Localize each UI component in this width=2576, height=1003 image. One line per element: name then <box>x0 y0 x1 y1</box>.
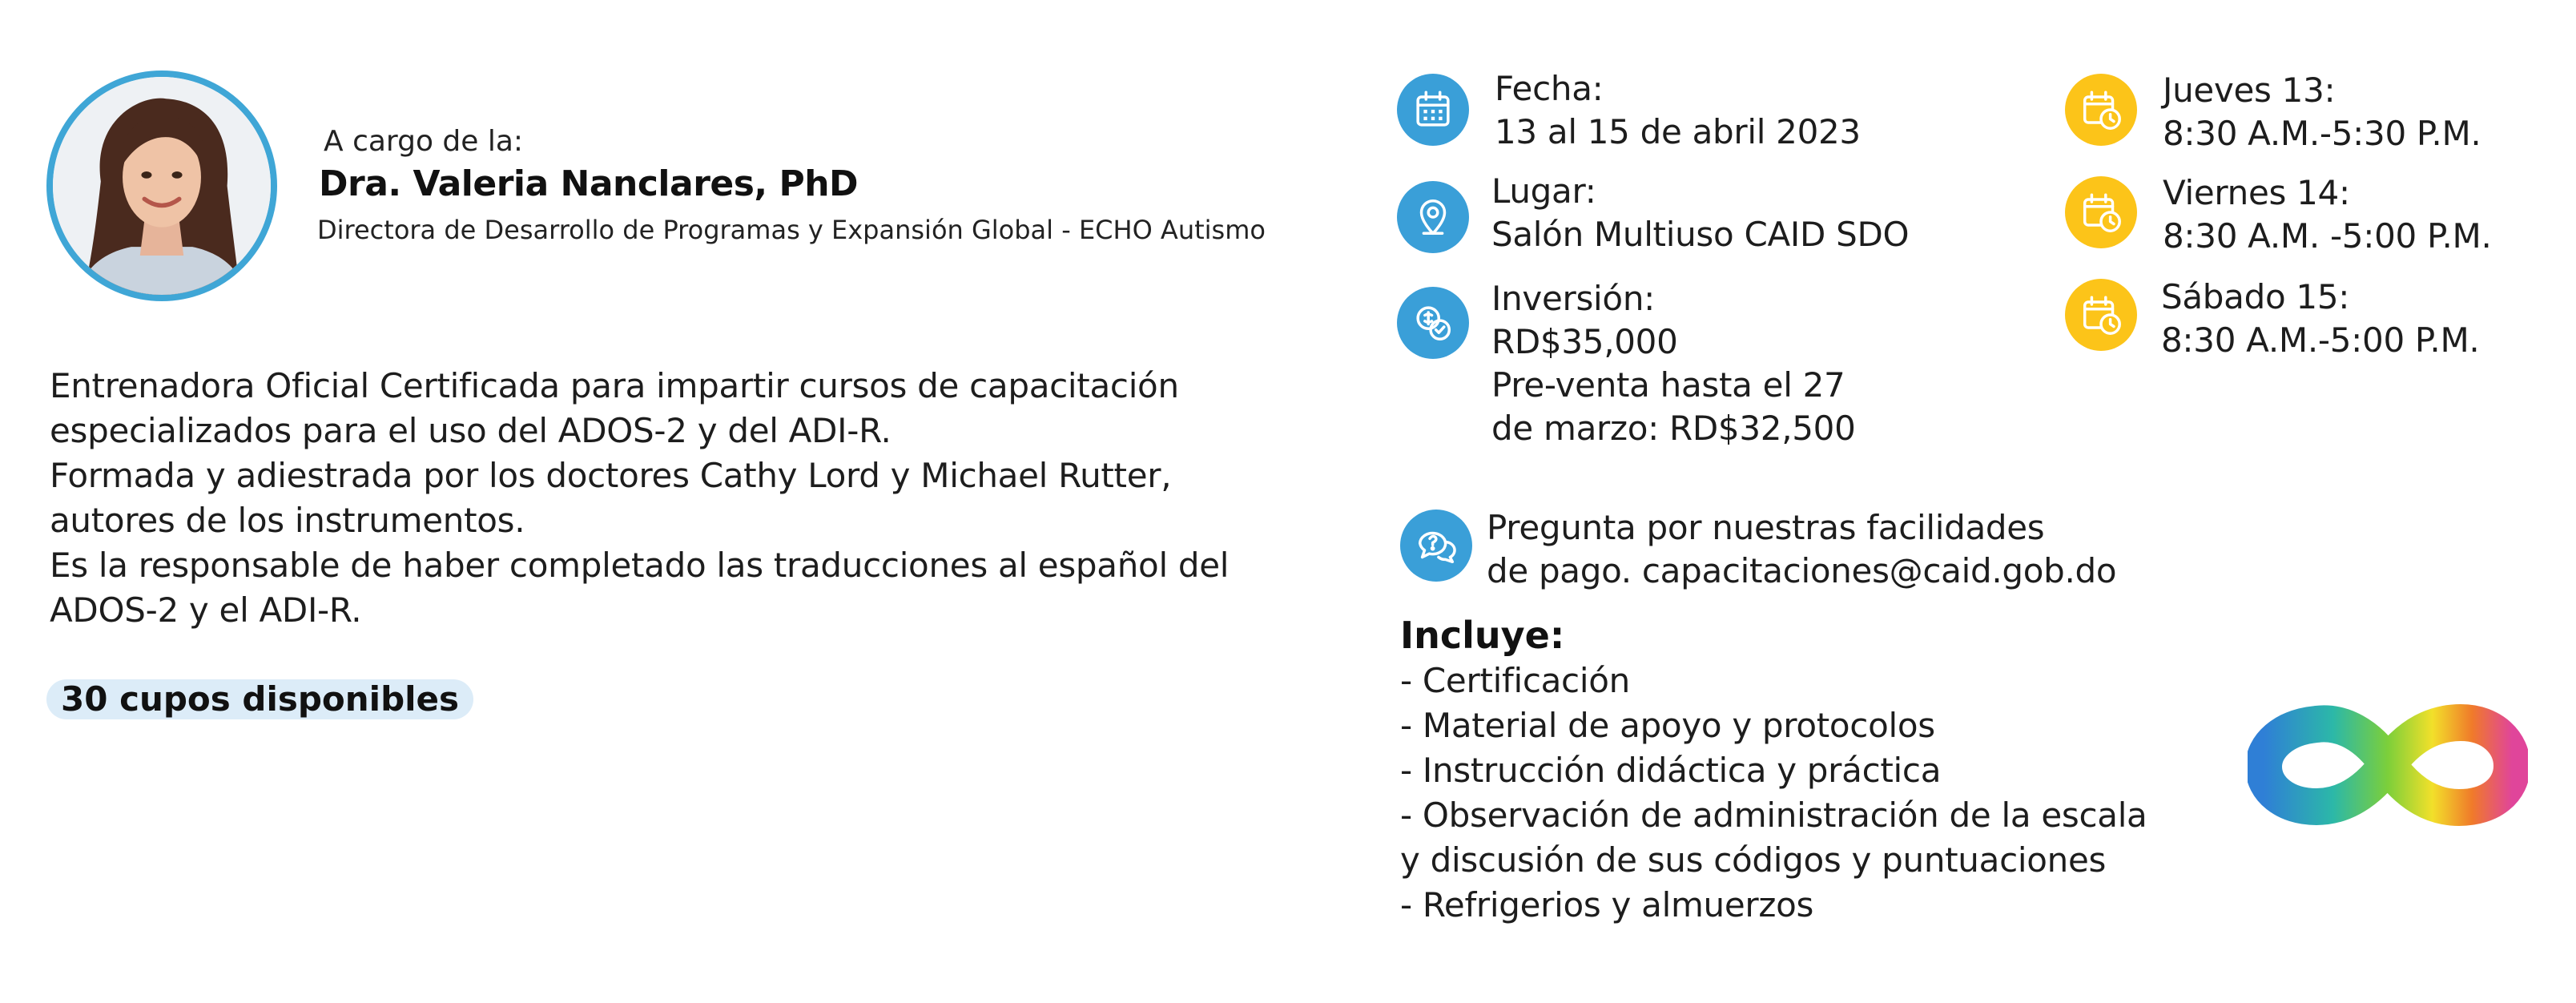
list-item: y discusión de sus códigos y puntuaciones <box>1400 840 2107 880</box>
list-item: - Material de apoyo y protocolos <box>1400 706 1935 745</box>
calendar-icon <box>1397 74 1469 146</box>
incluye-list <box>1400 659 2147 928</box>
schedule-day: Jueves 13: <box>2163 70 2336 110</box>
pago-line: Pregunta por nuestras facilidades <box>1487 508 2045 547</box>
inversion-preventa: de marzo: RD$32,500 <box>1491 409 1856 448</box>
list-item: - Certificación <box>1400 661 1630 700</box>
bio-line: Formada y adiestrada por los doctores Cathy Lord y Michael Rutter, <box>50 456 1172 495</box>
speaker-role: Directora de Desarrollo de Programas y Expansión Global - ECHO Autismo <box>317 215 1266 245</box>
speaker-bio <box>50 364 1299 633</box>
bio-line: ADOS-2 y el ADI-R. <box>50 590 362 630</box>
list-item: - Instrucción didáctica y práctica <box>1400 751 1942 790</box>
pago-line: de pago. capacitaciones@caid.gob.do <box>1487 551 2117 590</box>
list-item: - Refrigerios y almuerzos <box>1400 885 1814 924</box>
speaker-intro: A cargo de la: <box>324 125 524 158</box>
schedule-hours: 8:30 A.M.-5:00 P.M. <box>2161 320 2480 360</box>
speaker-avatar <box>46 70 277 301</box>
calendar-clock-icon <box>2065 176 2137 248</box>
infinity-logo <box>2248 691 2528 839</box>
inversion-label: Inversión: <box>1491 279 1655 318</box>
schedule-day: Viernes 14: <box>2163 173 2350 212</box>
schedule-day-1 <box>2163 69 2481 155</box>
location-pin-icon <box>1397 181 1469 253</box>
bio-line: Entrenadora Oficial Certificada para impartir cursos de capacitación <box>50 366 1179 405</box>
lugar-label: Lugar: <box>1491 171 1596 211</box>
inversion-value: RD$35,000 <box>1491 322 1678 361</box>
bio-line: autores de los instrumentos. <box>50 501 525 540</box>
pago-block <box>1487 506 2116 593</box>
inversion-block <box>1491 277 1856 450</box>
inversion-preventa: Pre-venta hasta el 27 <box>1491 365 1845 405</box>
bio-line: especializados para el uso del ADOS-2 y del ADI-R. <box>50 411 892 450</box>
money-check-icon <box>1397 287 1469 359</box>
fecha-label: Fecha: <box>1495 69 1604 108</box>
calendar-clock-icon <box>2065 279 2137 351</box>
schedule-day-3 <box>2161 276 2479 362</box>
available-seats-badge: 30 cupos disponibles <box>46 679 473 719</box>
schedule-day: Sábado 15: <box>2161 277 2350 316</box>
speaker-name: Dra. Valeria Nanclares, PhD <box>319 163 859 204</box>
fecha-value: 13 al 15 de abril 2023 <box>1495 112 1861 151</box>
lugar-value: Salón Multiuso CAID SDO <box>1491 215 1910 254</box>
calendar-clock-icon <box>2065 74 2137 146</box>
fecha-block <box>1495 67 1861 154</box>
schedule-hours: 8:30 A.M. -5:00 P.M. <box>2163 216 2492 256</box>
schedule-hours: 8:30 A.M.-5:30 P.M. <box>2163 114 2481 153</box>
chat-question-icon <box>1400 510 1472 582</box>
schedule-day-2 <box>2163 171 2492 258</box>
bio-line: Es la responsable de haber completado las traducciones al español del <box>50 546 1230 585</box>
lugar-block <box>1491 170 1909 256</box>
list-item: - Observación de administración de la escala <box>1400 796 2147 835</box>
incluye-title: Incluye: <box>1400 614 1565 657</box>
